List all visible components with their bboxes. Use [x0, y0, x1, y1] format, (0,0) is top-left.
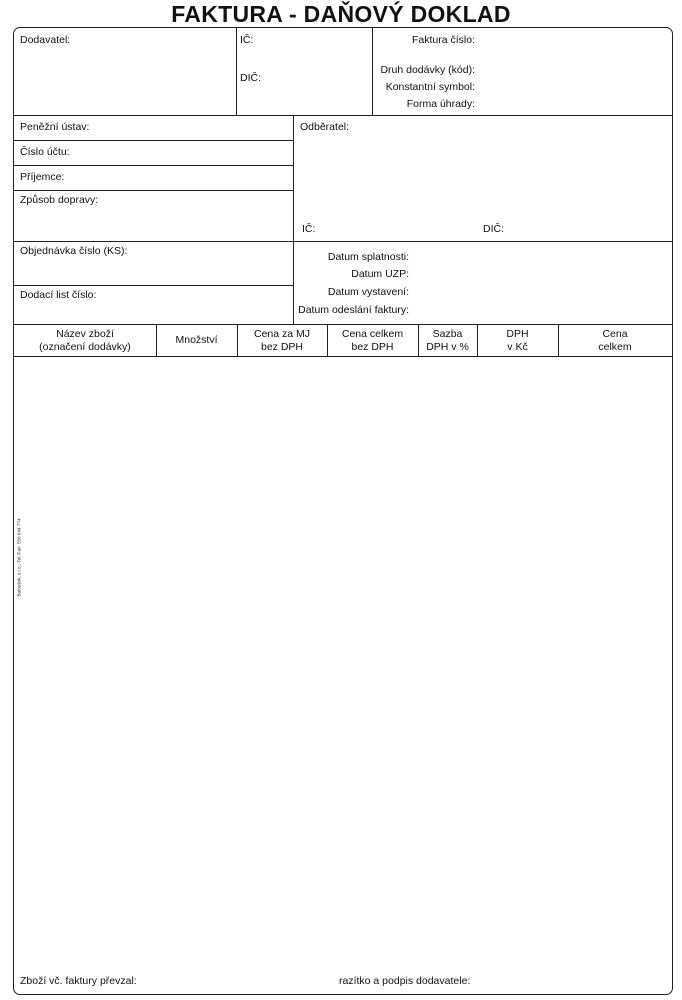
account-number-label: Číslo účtu:	[20, 146, 70, 158]
divider	[372, 28, 373, 115]
col-header-unit-price: Cena za MJ bez DPH	[253, 328, 311, 353]
order-number-label: Objednávka číslo (KS):	[20, 245, 128, 257]
divider	[236, 28, 237, 115]
col-header-item-name: Název zboží (označení dodávky)	[39, 328, 131, 353]
divider	[14, 165, 293, 166]
page-title: FAKTURA - DAŇOVÝ DOKLAD	[171, 1, 511, 27]
col-header-vat-rate: Sazba DPH v %	[426, 328, 469, 353]
side-printer-note: Baloušek, s.r.o., Tel./Fax: 556 644 774	[16, 518, 22, 597]
bank-name-label: Peněžní ústav:	[20, 121, 90, 133]
divider	[293, 115, 294, 324]
due-date-label: Datum splatnosti:	[327, 251, 409, 263]
customer-dic-label: DIČ:	[483, 223, 504, 235]
customer-label: Odběratel:	[300, 121, 350, 133]
invoice-form	[13, 27, 673, 995]
constant-symbol-label: Konstantní symbol:	[385, 81, 475, 93]
stamp-signature-label: razítko a podpis dodavatele:	[339, 975, 471, 987]
delivery-note-label: Dodací list číslo:	[20, 289, 97, 301]
recipient-label: Příjemce:	[20, 171, 65, 183]
divider	[14, 140, 293, 141]
delivery-type-label: Druh dodávky (kód):	[380, 64, 475, 76]
divider	[14, 190, 293, 191]
divider	[14, 115, 672, 116]
supplier-dic-label: DIČ:	[240, 72, 261, 84]
col-header-quantity: Množství	[175, 334, 218, 346]
divider	[14, 324, 672, 325]
col-header-total-net: Cena celkem bez DPH	[341, 328, 404, 353]
transport-label: Způsob dopravy:	[20, 194, 99, 206]
col-header-vat-amount: DPH v Kč	[506, 328, 529, 353]
divider	[14, 241, 672, 242]
divider	[14, 285, 293, 286]
supplier-ic-label: IČ:	[240, 34, 254, 46]
received-by-label: Zboží vč. faktury převzal:	[20, 975, 137, 987]
uzp-date-label: Datum UZP:	[351, 268, 409, 280]
supplier-label: Dodavatel:	[20, 34, 71, 46]
customer-ic-label: IČ:	[302, 223, 316, 235]
issued-date-label: Datum vystavení:	[327, 286, 409, 298]
payment-form-label: Forma úhrady:	[406, 98, 475, 110]
col-header-total: Cena celkem	[598, 328, 632, 353]
divider	[14, 356, 672, 357]
invoice-number-label: Faktura číslo:	[411, 34, 475, 46]
sent-date-label: Datum odeslání faktury:	[298, 304, 409, 316]
